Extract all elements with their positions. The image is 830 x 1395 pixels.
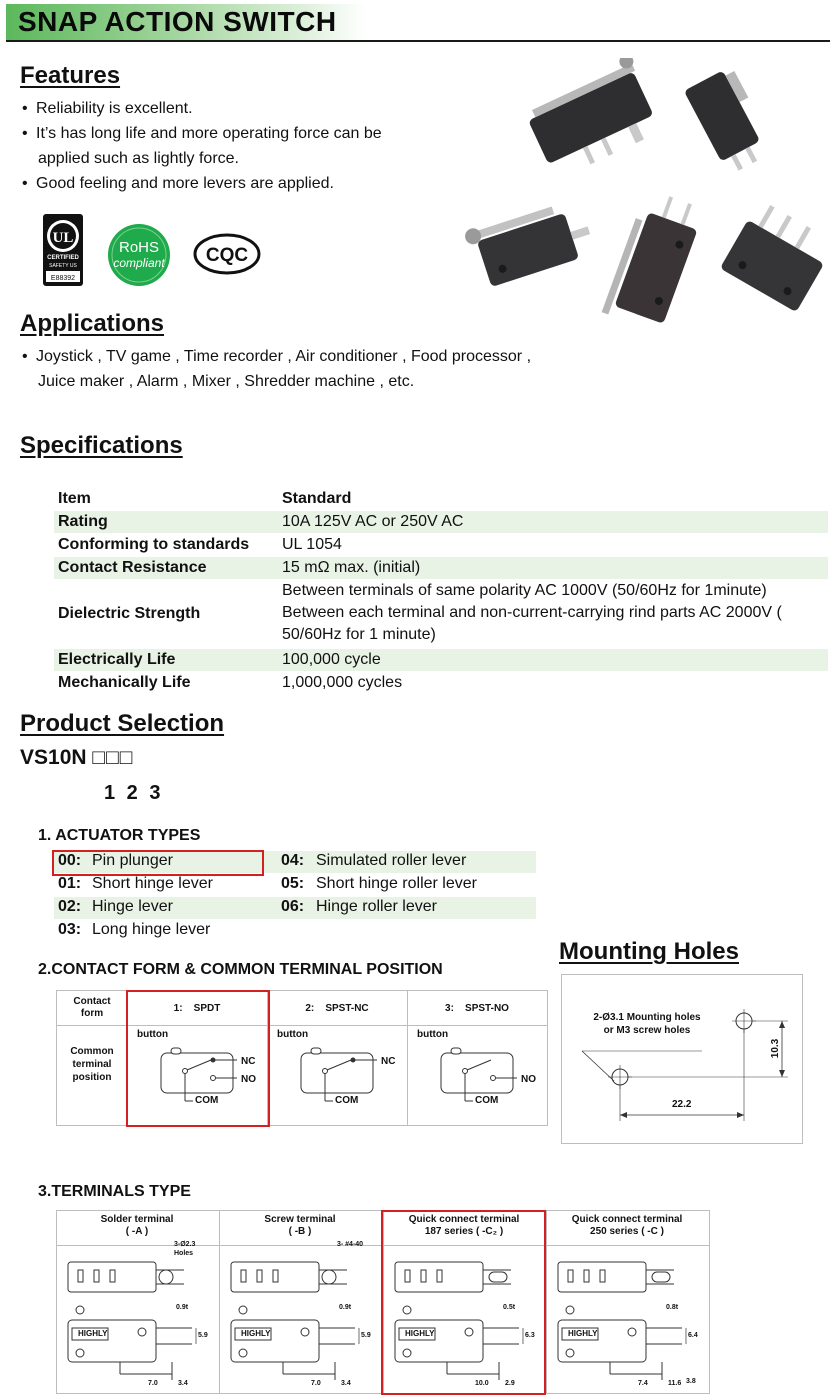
terminal-note: 3-Ø2.3 Holes — [174, 1241, 196, 1257]
page-header — [0, 0, 830, 44]
svg-text:RoHS: RoHS — [118, 239, 160, 256]
model-number: VS10N — [20, 746, 87, 769]
ul-certified-logo — [42, 214, 84, 286]
svg-text:SAFETY US: SAFETY US — [49, 263, 77, 269]
dimension-label: 6.4 — [688, 1332, 698, 1339]
terminal-title: Quick connect terminal 250 series ( -C ) — [571, 1214, 683, 1237]
selected-contact-highlight — [126, 990, 270, 1127]
mounting-holes-diagram: 2-Ø3.1 Mounting holes or M3 screw holes 10.3 22.2 — [561, 974, 803, 1144]
highly-label: HIGHLY — [241, 1329, 271, 1338]
terminal-note: 3- #4-40 — [337, 1241, 364, 1248]
svg-text:compliant: compliant — [113, 256, 165, 270]
features-list — [22, 96, 442, 196]
dimension-label: 0.9t — [339, 1304, 352, 1311]
spec-row: Rating 10A 125V AC or 250V AC — [54, 511, 828, 533]
dimension-label: 10.0 — [475, 1380, 489, 1387]
dimension-label: 3.4 — [341, 1380, 351, 1387]
dimension-label: 5.9 — [361, 1332, 371, 1339]
actuator-heading: 1. ACTUATOR TYPES — [38, 827, 201, 844]
svg-text:UL: UL — [52, 230, 74, 246]
actuator-row: 02: Hinge lever 06: Hinge roller lever — [54, 897, 536, 919]
terminal-title: Quick connect terminal 187 series ( -C₂ ) — [408, 1214, 520, 1237]
solder-terminal-column — [56, 1212, 218, 1390]
dimension-label: 7.0 — [311, 1380, 321, 1387]
option-boxes: □□□ — [92, 746, 134, 769]
option-digits: 1 2 3 — [104, 782, 161, 804]
spec-row: Contact Resistance 15 mΩ max. (initial) — [54, 557, 828, 579]
applications-list: • Joystick , TV game , Time recorder , Air conditioner , Food processor , Juice maker , Alarm , Mixer , Shredder machine , etc. — [22, 348, 532, 390]
terminal-drawing — [546, 1248, 708, 1388]
contact-col-spst-no: 3: SPST-NO — [445, 1003, 509, 1014]
svg-text:CERTIFIED: CERTIFIED — [47, 255, 79, 261]
dimension-label: 7.0 — [148, 1380, 158, 1387]
contact-form-heading: 2.CONTACT FORM & COMMON TERMINAL POSITION — [38, 961, 443, 978]
dimension-label: 0.8t — [666, 1304, 679, 1311]
page-title: SNAP ACTION SWITCH — [18, 6, 337, 37]
rohs-compliant-logo — [106, 222, 172, 288]
highly-label: HIGHLY — [405, 1329, 435, 1338]
contact-col-spdt: 1: SPDT — [173, 1003, 221, 1014]
highly-label: HIGHLY — [78, 1329, 108, 1338]
common-terminal-row-label: Common terminal position — [70, 1046, 114, 1083]
spec-row: Electrically Life 100,000 cycle — [54, 649, 828, 671]
feature-item-cont: applied such as lightly force. — [38, 150, 239, 167]
spst-no-diagram: button NO COM — [417, 1029, 536, 1106]
terminal-drawing — [219, 1248, 381, 1388]
feature-item: • It’s has long life and more operating force can be — [22, 125, 382, 142]
dim-horizontal: 22.2 — [672, 1099, 692, 1110]
mounting-holes-heading: Mounting Holes — [559, 938, 739, 965]
actuator-row: 00: Pin plunger 04: Simulated roller lever — [54, 851, 536, 873]
dimension-label: 6.3 — [525, 1332, 535, 1339]
highly-label: HIGHLY — [568, 1329, 598, 1338]
model-code — [20, 746, 133, 770]
applications-line-1: Joystick , TV game , Time recorder , Air conditioner , Food processor , — [36, 348, 532, 365]
terminal-drawing — [56, 1248, 218, 1388]
features-heading: Features — [20, 62, 121, 89]
cqc-logo — [192, 232, 262, 276]
dimension-label: 0.5t — [503, 1304, 516, 1311]
selected-actuator-highlight — [52, 850, 264, 876]
spdt-diagram: button NC NO COM — [137, 1029, 256, 1106]
spec-row: Mechanically Life 1,000,000 cycles — [58, 674, 403, 691]
screw-terminal-column — [219, 1212, 381, 1390]
spec-header-row: Item Standard — [58, 490, 352, 507]
feature-item: • Good feeling and more levers are applied. — [22, 175, 334, 192]
contact-form-row-label: Contact form — [73, 996, 111, 1019]
header-rule — [6, 40, 830, 42]
selected-terminal-highlight — [381, 1210, 546, 1395]
terminal-title: Screw terminal ( -B ) — [264, 1214, 336, 1237]
actuator-row: 01: Short hinge lever 05: Short hinge roller lever — [58, 875, 477, 892]
dimension-label: 2.9 — [505, 1380, 515, 1387]
dimension-label: 11.6 — [668, 1380, 682, 1387]
dimension-label: 3.8 — [686, 1378, 696, 1385]
actuator-row: 03: Long hinge lever — [58, 921, 211, 938]
spec-row: Dielectric Strength Between terminals of same polarity AC 1000V (50/60Hz for 1minute) Between each terminal and non-current-carrying rind parts AC 2000V ( 50/60Hz for 1 minute) — [58, 582, 782, 643]
applications-heading: Applications — [20, 310, 165, 337]
svg-text:CQC: CQC — [205, 245, 249, 266]
product-photo — [460, 58, 828, 330]
quick-connect-250-column — [546, 1212, 708, 1390]
contact-col-spst-nc: 2: SPST-NC — [305, 1003, 369, 1014]
spec-row: Conforming to standards UL 1054 — [58, 536, 342, 553]
applications-line-2: Juice maker , Alarm , Mixer , Shredder machine , etc. — [38, 373, 415, 390]
dimension-label: 5.9 — [198, 1332, 208, 1339]
terminal-title: Solder terminal ( -A ) — [100, 1214, 174, 1237]
dimension-label: 3.4 — [178, 1380, 188, 1387]
terminals-heading: 3.TERMINALS TYPE — [38, 1183, 191, 1200]
spst-nc-diagram: button NC COM — [277, 1029, 396, 1106]
feature-item: • Reliability is excellent. — [22, 100, 193, 117]
product-selection-heading: Product Selection — [20, 710, 225, 737]
dim-vertical: 10.3 — [770, 1038, 782, 1059]
dimension-label: 0.9t — [176, 1304, 189, 1311]
specifications-heading: Specifications — [20, 432, 183, 459]
dimension-label: 7.4 — [638, 1380, 648, 1387]
svg-text:E88392: E88392 — [50, 275, 76, 282]
